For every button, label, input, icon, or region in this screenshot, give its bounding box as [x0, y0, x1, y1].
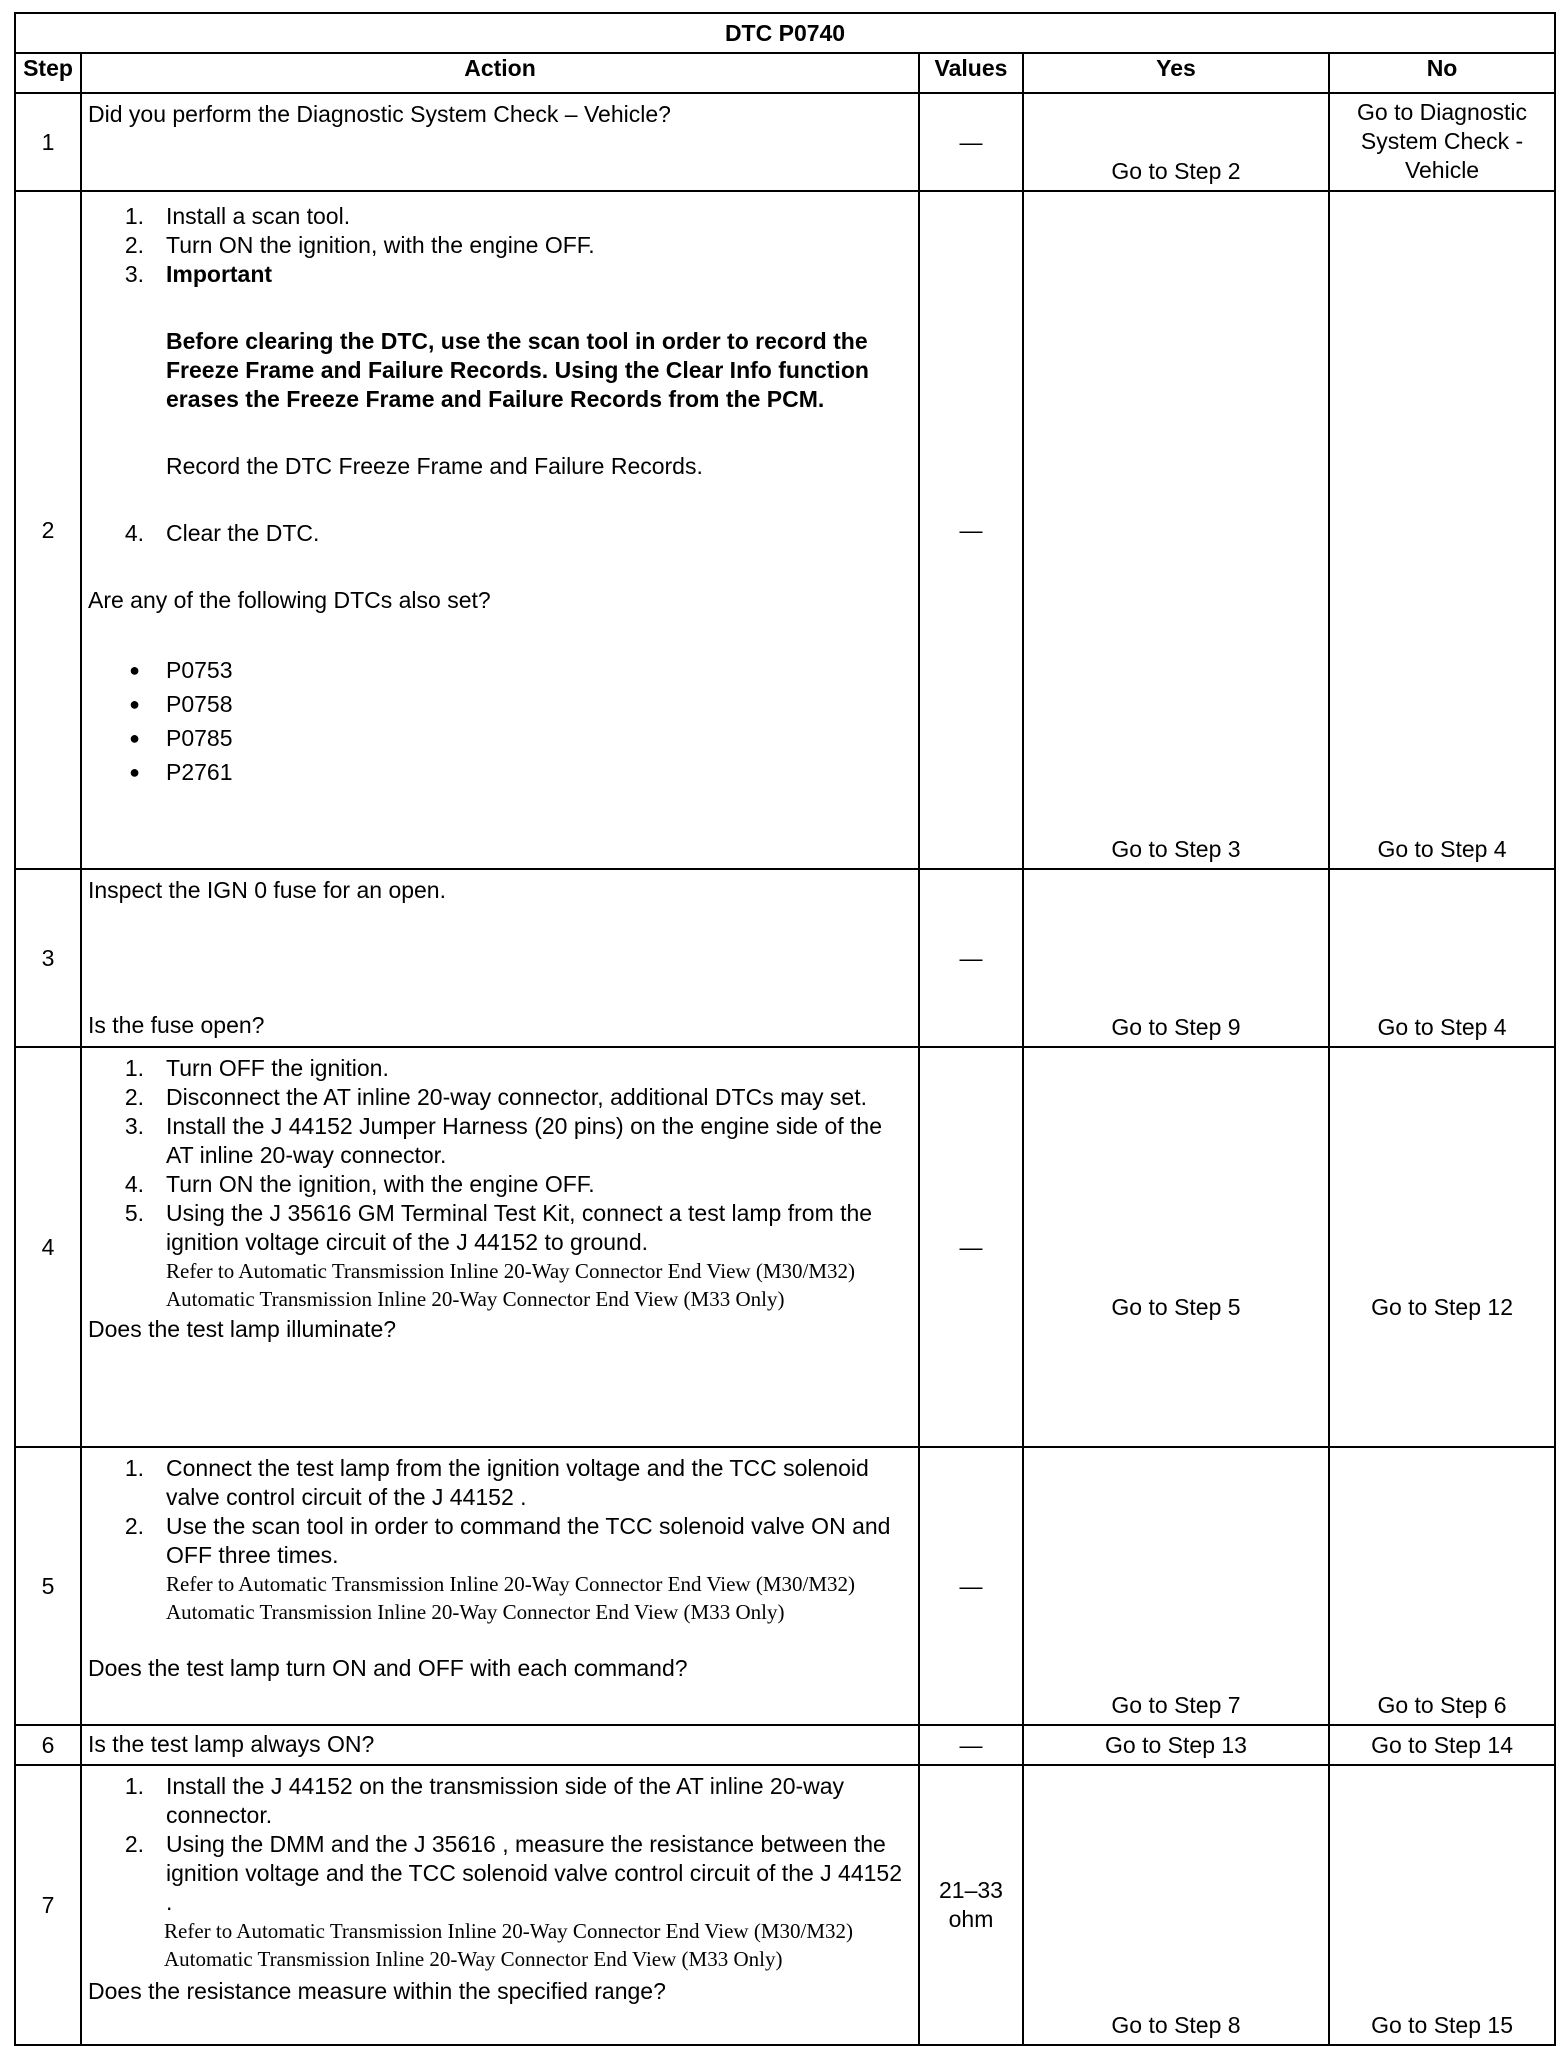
list-item: 2. Turn ON the ignition, with the engine OFF.: [124, 232, 595, 258]
important-note: Before clearing the DTC, use the scan tool in order to record the Freeze Frame and Failure Records. Using the Clear Info function erases the Freeze Frame and Failure Records from the PCM.: [166, 328, 869, 412]
table-title: DTC P0740: [15, 13, 1555, 53]
table-row: [15, 1725, 1555, 1765]
value-cell: —: [919, 1047, 1023, 1447]
question-text: Are any of the following DTCs also set?: [88, 587, 491, 613]
yes-cell: Go to Step 7: [1023, 1447, 1329, 1725]
list-item: ● P0758: [129, 690, 233, 717]
question-text: Does the resistance measure within the specified range?: [88, 1978, 666, 2004]
list-item: 2. Use the scan tool in order to command the TCC solenoid valve ON and OFF three times.: [124, 1513, 891, 1568]
step-list: [88, 1454, 912, 1570]
value-cell: —: [919, 869, 1023, 1047]
yes-cell: Go to Step 13: [1023, 1725, 1329, 1765]
no-cell: Go to Step 14: [1329, 1725, 1555, 1765]
list-item: 2. Using the DMM and the J 35616 , measure the resistance between the ignition voltage and the TCC solenoid valve control circuit of the J 44152 .: [124, 1831, 903, 1915]
dtc-table: [14, 12, 1556, 2046]
header-values: Values: [919, 53, 1023, 93]
table-row: [15, 1765, 1555, 2045]
list-item: 1. Install a scan tool.: [124, 203, 351, 229]
reference-text: Refer to Automatic Transmission Inline 20-Way Connector End View (M30/M32) Automatic Transmission Inline 20-Way Connector End View (M33 Only): [166, 1572, 856, 1624]
step-number: 5: [15, 1447, 81, 1725]
yes-cell: Go to Step 5: [1023, 1047, 1329, 1447]
record-text: Record the DTC Freeze Frame and Failure Records.: [166, 453, 703, 479]
table-row: [15, 869, 1555, 1047]
value-cell: —: [919, 1725, 1023, 1765]
step-number: 1: [15, 93, 81, 191]
value-cell: 21–33 ohm: [919, 1765, 1023, 2045]
no-cell: Go to Step 4: [1329, 869, 1555, 1047]
step-number: 3: [15, 869, 81, 1047]
list-item: 3. Important: [124, 261, 273, 287]
step-number: 4: [15, 1047, 81, 1447]
header-action: Action: [81, 53, 919, 93]
reference-text: Refer to Automatic Transmission Inline 20-Way Connector End View (M30/M32) Automatic Transmission Inline 20-Way Connector End View (M33 Only): [164, 1919, 854, 1971]
table-row: [15, 93, 1555, 191]
step-list: [88, 519, 912, 548]
yes-cell: Go to Step 2: [1023, 93, 1329, 191]
table-row: [15, 1047, 1555, 1447]
list-item: 3. Install the J 44152 Jumper Harness (20 pins) on the engine side of the AT inline 20-way connector.: [124, 1113, 882, 1168]
list-item: 2. Disconnect the AT inline 20-way connector, additional DTCs may set.: [124, 1084, 867, 1110]
step-list: [88, 1054, 912, 1257]
header-yes: Yes: [1023, 53, 1329, 93]
header-step: Step: [15, 53, 81, 93]
step-number: 2: [15, 191, 81, 869]
list-item: 1. Connect the test lamp from the ignition voltage and the TCC solenoid valve control circuit of the J 44152 .: [124, 1455, 869, 1510]
value-cell: —: [919, 191, 1023, 869]
instruction-text: Inspect the IGN 0 fuse for an open.: [88, 877, 446, 903]
no-cell: Go to Step 12: [1329, 1047, 1555, 1447]
table-row: [15, 191, 1555, 869]
action-cell: [81, 1765, 919, 2045]
action-cell: [81, 93, 919, 191]
action-cell: [81, 191, 919, 869]
step-list: [88, 202, 912, 289]
question-text: Did you perform the Diagnostic System Check – Vehicle?: [88, 101, 671, 127]
list-item: ● P2761: [129, 758, 233, 785]
yes-cell: Go to Step 8: [1023, 1765, 1329, 2045]
no-cell: Go to Diagnostic System Check - Vehicle: [1329, 93, 1555, 191]
yes-cell: Go to Step 3: [1023, 191, 1329, 869]
no-cell: Go to Step 4: [1329, 191, 1555, 869]
list-item: 1. Turn OFF the ignition.: [124, 1055, 389, 1081]
table-row: [15, 1447, 1555, 1725]
list-item: 5. Using the J 35616 GM Terminal Test Kit, connect a test lamp from the ignition voltage circuit of the J 44152 to ground.: [124, 1200, 873, 1255]
action-cell: [81, 1447, 919, 1725]
question-text: Does the test lamp turn ON and OFF with each command?: [88, 1655, 688, 1681]
list-item: ● P0753: [129, 656, 233, 683]
list-item: 1. Install the J 44152 on the transmission side of the AT inline 20-way connector.: [124, 1773, 845, 1828]
action-cell: [81, 869, 919, 1047]
yes-cell: Go to Step 9: [1023, 869, 1329, 1047]
no-cell: Go to Step 15: [1329, 1765, 1555, 2045]
no-cell: Go to Step 6: [1329, 1447, 1555, 1725]
action-cell: [81, 1725, 919, 1765]
list-item: 4. Clear the DTC.: [124, 520, 320, 546]
list-item: ● P0785: [129, 724, 233, 751]
step-number: 6: [15, 1725, 81, 1765]
dtc-list: [88, 653, 912, 789]
value-cell: —: [919, 93, 1023, 191]
reference-text: Refer to Automatic Transmission Inline 20-Way Connector End View (M30/M32) Automatic Transmission Inline 20-Way Connector End View (M33 Only): [166, 1259, 856, 1311]
list-item: 4. Turn ON the ignition, with the engine OFF.: [124, 1171, 595, 1197]
question-text: Is the test lamp always ON?: [88, 1731, 375, 1757]
action-cell: [81, 1047, 919, 1447]
value-cell: —: [919, 1447, 1023, 1725]
header-row: [15, 53, 1555, 93]
question-text: Is the fuse open?: [88, 1012, 265, 1038]
step-number: 7: [15, 1765, 81, 2045]
question-text: Does the test lamp illuminate?: [88, 1316, 397, 1342]
step-list: [88, 1772, 912, 1917]
header-no: No: [1329, 53, 1555, 93]
